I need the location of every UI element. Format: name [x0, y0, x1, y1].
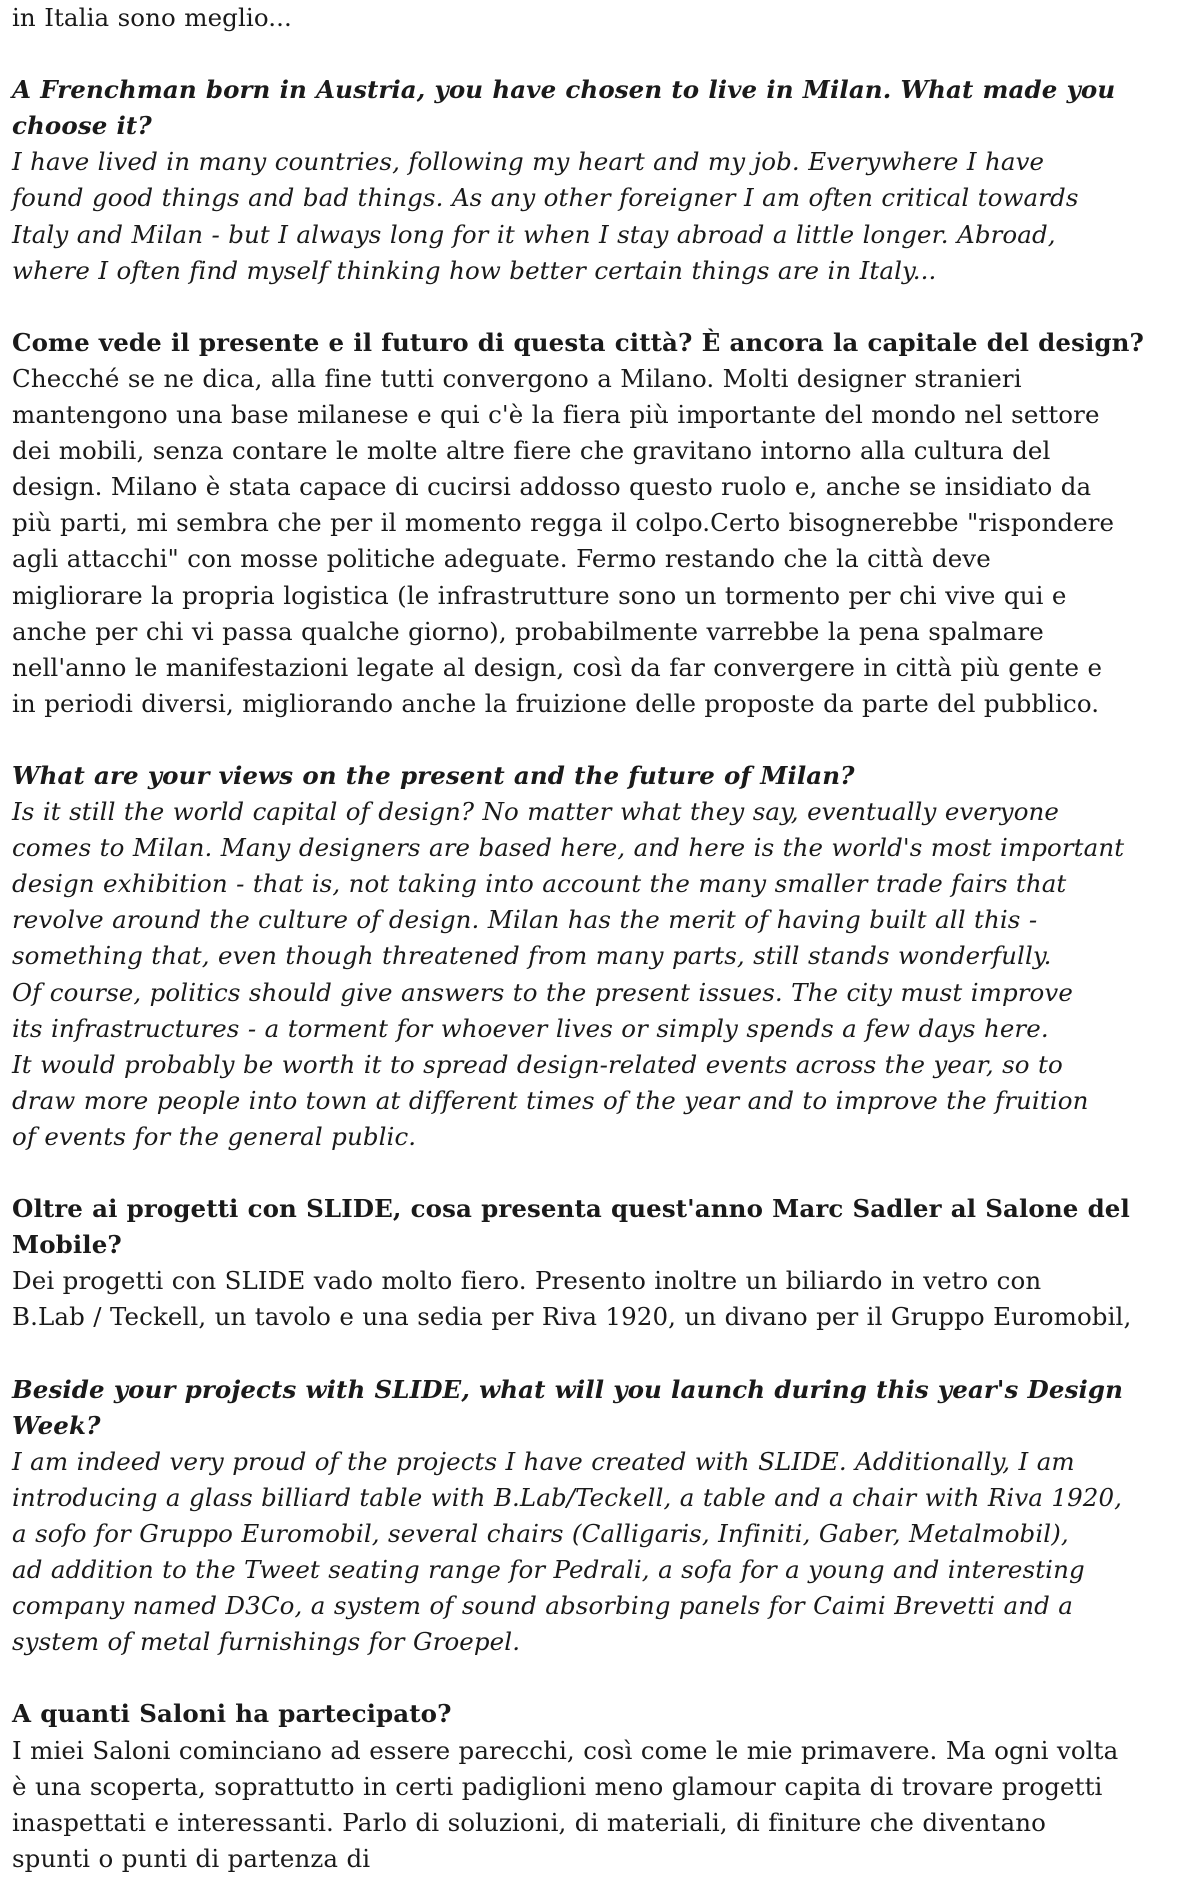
answer-line: I miei Saloni cominciano ad essere parecchi, così come le mie primavere. Ma ogni volta — [12, 1735, 1119, 1765]
question-line: Mobile? — [12, 1230, 122, 1260]
question-line: Oltre ai progetti con SLIDE, cosa presenta quest'anno Marc Sadler al Salone del — [12, 1194, 1130, 1224]
answer-line: è una scoperta, soprattutto in certi padiglioni meno glamour capita di trovare progetti — [12, 1771, 1103, 1801]
answer-line: introducing a glass billiard table with B.Lab/Teckell, a table and a chair with Riva 1920, — [12, 1482, 1123, 1512]
answer-line: of events for the general public. — [12, 1121, 417, 1151]
section-intro-tail — [12, 0, 1200, 36]
answer-line: nell'anno le manifestazioni legate al design, così da far convergere in città più gente e — [12, 652, 1103, 682]
answer-line: I am indeed very proud of the projects I have created with SLIDE. Additionally, I am — [12, 1446, 1075, 1476]
answer-line: inaspettati e interessanti. Parlo di soluzioni, di materiali, di finiture che diventano — [12, 1807, 1046, 1837]
answer-line: in Italia sono meglio... — [12, 3, 292, 32]
paragraph-gap — [12, 1155, 1200, 1191]
question-line: What are your views on the present and the future of Milan? — [12, 760, 855, 790]
section-q2-it — [12, 325, 1200, 722]
answer-line: design exhibition - that is, not taking into account the many smaller trade fairs that — [12, 869, 1067, 899]
question-line: A quanti Saloni ha partecipato? — [12, 1699, 452, 1729]
answer-line: in periodi diversi, migliorando anche la fruizione delle proposte da parte del pubblico. — [12, 688, 1100, 718]
paragraph-gap — [12, 722, 1200, 758]
answer-line: spunti o punti di partenza di — [12, 1843, 371, 1873]
answer-line: system of metal furnishings for Groepel. — [12, 1627, 521, 1657]
answer-line: a sofo for Gruppo Euromobil, several chairs (Calligaris, Infiniti, Gaber, Metalmobil), — [12, 1518, 1069, 1548]
section-q2-en — [12, 758, 1200, 1155]
question-line: Week? — [12, 1410, 101, 1440]
answer-line: migliorare la propria logistica (le infrastrutture sono un tormento per chi vive qui e — [12, 580, 1067, 610]
answer-line: design. Milano è stata capace di cucirsi addosso questo ruolo e, anche se insidiato da — [12, 472, 1092, 502]
answer-line: Dei progetti con SLIDE vado molto fiero. Presento inoltre un biliardo in vetro con — [12, 1266, 1042, 1296]
answer-line: company named D3Co, a system of sound absorbing panels for Caimi Brevetti and a — [12, 1591, 1073, 1621]
paragraph-gap — [12, 1335, 1200, 1371]
section-q4-it — [12, 1696, 1200, 1876]
answer-line: its infrastructures - a torment for whoever lives or simply spends a few days here. — [12, 1013, 1049, 1043]
answer-line: It would probably be worth it to spread design-related events across the year, so to — [12, 1049, 1063, 1079]
section-q1-en — [12, 72, 1200, 289]
answer-line: più parti, mi sembra che per il momento regga il colpo.Certo bisognerebbe "rispondere — [12, 508, 1115, 538]
answer-line: Checché se ne dica, alla fine tutti convergono a Milano. Molti designer stranieri — [12, 363, 1022, 393]
answer-line: I have lived in many countries, following my heart and my job. Everywhere I have — [12, 147, 1045, 177]
answer-line: where I often find myself thinking how better certain things are in Italy... — [12, 255, 937, 285]
answer-line: revolve around the culture of design. Milan has the merit of having built all this - — [12, 905, 1038, 935]
answer-line: draw more people into town at different times of the year and to improve the fruition — [12, 1085, 1089, 1115]
answer-line: B.Lab / Teckell, un tavolo e una sedia per Riva 1920, un divano per il Gruppo Euromobil, — [12, 1302, 1132, 1332]
answer-line: Italy and Milan - but I always long for it when I stay abroad a little longer. Abroad, — [12, 219, 1056, 249]
paragraph-gap — [12, 1660, 1200, 1696]
answer-line: something that, even though threatened from many parts, still stands wonderfully. — [12, 941, 1052, 971]
answer-line: ad addition to the Tweet seating range for Pedrali, a sofa for a young and interesting — [12, 1555, 1085, 1585]
answer-line: comes to Milan. Many designers are based here, and here is the world's most important — [12, 833, 1125, 863]
answer-line: mantengono una base milanese e qui c'è la fiera più importante del mondo nel settore — [12, 400, 1100, 430]
answer-line: Is it still the world capital of design? No matter what they say, eventually everyone — [12, 797, 1060, 827]
question-line: Come vede il presente e il futuro di questa città? È ancora la capitale del design? — [12, 327, 1144, 357]
section-q3-it — [12, 1191, 1200, 1335]
section-q3-en — [12, 1372, 1200, 1661]
answer-line: found good things and bad things. As any other foreigner I am often critical towards — [12, 183, 1079, 213]
question-line: Beside your projects with SLIDE, what will you launch during this year's Design — [12, 1374, 1124, 1404]
paragraph-gap — [12, 36, 1200, 72]
question-line: A Frenchman born in Austria, you have chosen to live in Milan. What made you — [12, 75, 1116, 105]
question-line: choose it? — [12, 111, 152, 141]
answer-line: anche per chi vi passa qualche giorno), probabilmente varrebbe la pena spalmare — [12, 616, 1044, 646]
paragraph-gap — [12, 289, 1200, 325]
answer-line: dei mobili, senza contare le molte altre fiere che gravitano intorno alla cultura del — [12, 436, 1051, 466]
answer-line: Of course, politics should give answers to the present issues. The city must improve — [12, 977, 1073, 1007]
answer-line: agli attacchi" con mosse politiche adeguate. Fermo restando che la città deve — [12, 544, 991, 574]
